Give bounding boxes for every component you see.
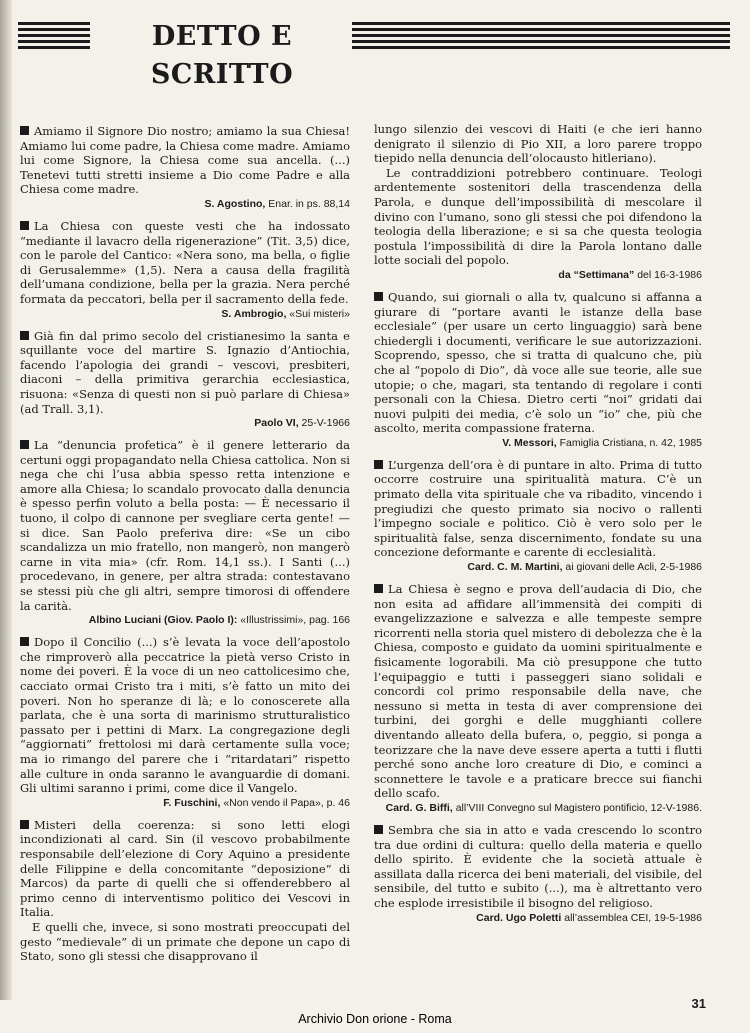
quote-attribution <box>374 437 702 450</box>
quote-author: V. Messori, <box>502 436 557 449</box>
quote-block <box>374 290 702 450</box>
quote-text: E quelli che, invece, si sono mostrati preoccupati del gesto “medievale” di un primate che depone un capo di Stato, sono gli stessi che disapprovano il <box>20 919 350 964</box>
quote-block <box>20 635 350 810</box>
quote-source: «Sui misteri» <box>289 307 350 320</box>
quote-author: Card. C. M. Martini, <box>467 561 563 574</box>
quote-text: La “denuncia profetica” è il genere letterario da certuni oggi propagandato nella Chiesa cattolica. Non si nega che chi l’usa abbia spesso retta intenzione e amore alla Chiesa; lo scandalo provocato dalla denuncia è spesso perfin voluto a bella posta: — È necessario il tuono, il colpo di cannone per svegliare certa gente! — si dice. San Paolo preferiva dire: «Se un cibo scandalizza un mio fratello, non mangerò, non mangerò carne in vita mia» (cfr. Rom. 14,1 ss.). I Santi (...) procedevano, in genere, per altra strada: contestavano se stessi più che gli altri, sempre timorosi di offendere la carità. <box>20 438 350 613</box>
quote-attribution <box>20 614 350 627</box>
page-number: 31 <box>691 996 706 1011</box>
quote-author: S. Agostino, <box>204 197 266 210</box>
quote-attribution <box>20 417 350 430</box>
bullet-square-icon <box>20 440 29 449</box>
quote-block <box>374 122 702 282</box>
bullet-square-icon <box>20 637 29 646</box>
quote-block <box>20 818 350 964</box>
quote-source: ai giovani delle Acli, 2-5-1986 <box>565 561 702 574</box>
quote-attribution <box>20 198 350 211</box>
quote-attribution <box>374 269 702 282</box>
quote-attribution <box>374 561 702 574</box>
quote-text: Quando, sui giornali o alla tv, qualcuno si affanna a giurare di “portare avanti le istanze della base ecclesiale” (per usare un certo linguaggio) sarà bene chiedergli i documenti, verificare le sue autorizzazioni. Scoprendo, spesso, che si tratta di qualcuno che, più che al “popolo di Dio”, dà voce alle sue teorie, alle sue utopie; o che, magari, sta tentando di regolare i conti personali con la Chiesa. Dietro certi “noi” gridati dai nuovi pulpiti dei media, c’è solo un “io” che, più che ascolto, merita compassione fraterna. <box>374 289 702 436</box>
section-title: DETTO E SCRITTO <box>150 21 294 90</box>
quote-text: Dopo il Concilio (...) s’è levata la voce dell’apostolo che rimproverò alla peccatrice la pietà verso Cristo in nome dei poveri. È la voce di un neo cattolicesimo che, cacciato ormai Cristo tra i miti, s’è fatto un mito dei poveri. Non ho speranze di là; e lo conoscerete alla parlata, che è una sorta di marinismo strutturalistico passato per i pettini di Marx. La congregazione degli “aggiornati” frettolosi mi darà certamente sulla voce; ma io rimango del parere che i “ritardatari” rispetto alle culture in onda saranno le avanguardie di domani. Gli ultimi saranno i primi, come dice il Vangelo. <box>20 635 350 796</box>
quote-block <box>20 438 350 627</box>
left-column <box>20 124 350 972</box>
quote-source: «Illustrissimi», pag. 166 <box>240 614 350 627</box>
quote-text: L’urgenza dell’ora è di puntare in alto. Prima di tutto occorre costruire una spiritualità matura. C’è un primato della vita spirituale che va ribadito, vincendo i pregiudizi che questo primato sia nocivo o rallenti l’impegno sociale e politico. Ciò è vero solo per le spiritualità false, senza discernimento, fondate su una concezione deformante e carente di ecclesialità. <box>374 457 702 560</box>
bullet-square-icon <box>20 331 29 340</box>
bullet-square-icon <box>20 820 29 829</box>
quote-source: del 16-3-1986 <box>637 268 702 281</box>
quote-block <box>374 582 702 815</box>
quote-author: da “Settimana” <box>558 268 635 281</box>
quote-source: 25-V-1966 <box>301 417 350 430</box>
quote-author: Card. Ugo Poletti <box>476 911 562 924</box>
archive-footer: Archivio Don orione - Roma <box>298 1012 452 1026</box>
section-header <box>18 18 730 90</box>
quote-source: Famiglia Cristiana, n. 42, 1985 <box>559 436 702 449</box>
quote-text: Sembra che sia in atto e vada crescendo lo scontro tra due ordini di cultura: quello della materia e quello dello spirito. È evidente che la società attuale è assillata dalla ricerca dei beni materiali, del visibile, del sensibile, del tutto e subito (...), ma è altrettanto vero che esplode irresistibile il bisogno del religioso. <box>374 822 702 910</box>
quote-block <box>20 219 350 321</box>
quote-author: F. Fuschini, <box>163 796 221 809</box>
quote-block <box>20 124 350 211</box>
bullet-square-icon <box>374 584 383 593</box>
bullet-square-icon <box>20 221 29 230</box>
bullet-square-icon <box>20 126 29 135</box>
right-column <box>374 122 702 933</box>
quote-attribution <box>20 797 350 810</box>
quote-text: Già fin dal primo secolo del cristianesimo la santa e squillante voce del martire S. Ignazio d’Antiochia, facendo l’apologia dei grandi – vescovi, presbiteri, diaconi – della primitiva gerarchia ecclesiastica, risuona: «Senza di questi non si può parlare di Chiesa» (ad Trall. 3,1). <box>20 328 350 416</box>
header-rule-right <box>352 22 730 52</box>
quote-block <box>20 329 350 431</box>
quote-text: La Chiesa con queste vesti che ha indossato “mediante il lavacro della rigenerazione” (Tit. 3,5) dice, con le parole del Cantico: «Nera sono, ma bella, o figlie di Gerusalemme» (1,5). Nera a causa della fragilità dell’umana condizione, bella per la grazia. Nera perché formata da peccatori, bella per il sacramento della fede. <box>20 218 350 306</box>
quote-source: «Non vendo il Papa», p. 46 <box>223 796 350 809</box>
quote-source: all’VIII Convegno sul Magistero pontificio, 12-V-1986. <box>455 801 702 814</box>
bullet-square-icon <box>374 292 383 301</box>
header-rule-left <box>18 22 90 52</box>
bullet-square-icon <box>374 825 383 834</box>
quote-block <box>374 823 702 925</box>
quote-block <box>374 458 702 574</box>
bullet-square-icon <box>374 460 383 469</box>
quote-text: Misteri della coerenza: si sono letti elogi incondizionati al card. Sin (il vescovo probabilmente responsabile dell’elezione di Cory Aquino a presidente delle Filippine e della concomitante “deposizione” di Marcos) da parte di quelli che si offenderebbero al primo cenno di interventismo politico dei Vescovi in Italia. <box>20 817 350 920</box>
quote-author: Paolo VI, <box>254 417 299 430</box>
quote-text: La Chiesa è segno e prova dell’audacia di Dio, che non esita ad affidare all’immensità dei compiti di evangelizzazione e salvezza e alle tempeste sempre ricorrenti nella storia quel mistero di debolezza che è la Chiesa, composto e guidato da uomini spiritualmente e fisicamente logorabili. Ma ciò presuppone che tutto l’equipaggio e tutti i passeggeri siano solidali e concordi col primo responsabile della nave, che nessuno si metta in testa di aver comprensione dei turbini, dei gorghi e delle mugghianti collere diventando alleato della bufera, o, peggio, si ponga a teorizzare che la nave deve essere aperta a tutti i flutti perché sono anche loro creature di Dio, e cominci a sconnettere le tavole e a praticare brecce sui fianchi dello scafo. <box>374 582 702 801</box>
quote-attribution <box>374 802 702 815</box>
quote-source: Enar. in ps. 88,14 <box>268 197 350 210</box>
quote-text: Le contraddizioni potrebbero continuare. Teologi ardentemente sostenitori della trascendenza della Parola, e dunque dell’impossibilità di mescolare il divino con l’umano, sono gli stessi che poi difendono la teologia della liberazione; e si sa che questa teologia postula l’impossibilità di dire la Parola lontano dalle lotte sociali del popolo. <box>374 165 702 268</box>
page-binding-edge <box>0 0 12 1000</box>
quote-source: all’assemblea CEI, 19-5-1986 <box>564 911 702 924</box>
quote-author: Card. G. Biffi, <box>385 801 453 814</box>
quote-text: lungo silenzio dei vescovi di Haiti (e che ieri hanno denigrato il silenzio di Pio XII, a loro parere troppo tiepido nella denuncia dell’olocausto hitleriano). <box>374 122 702 166</box>
quote-attribution <box>374 912 702 925</box>
quote-author: Albino Luciani (Giov. Paolo I): <box>88 614 238 627</box>
quote-text: Amiamo il Signore Dio nostro; amiamo la sua Chiesa! Amiamo lui come padre, la Chiesa come madre. Amiamo lui come Signore, la Chiesa come sua ancella. (...) Tenetevi tutti stretti insieme a Dio come Padre e alla Chiesa come madre. <box>20 124 350 197</box>
quote-author: S. Ambrogio, <box>221 307 287 320</box>
quote-attribution <box>20 308 350 321</box>
